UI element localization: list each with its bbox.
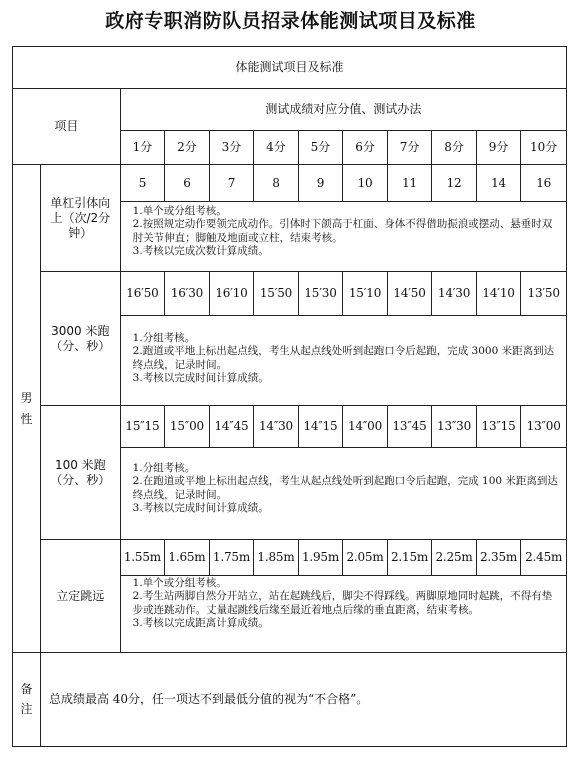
- value-cell: 1.95m: [298, 540, 343, 576]
- rules-cell: 1.分组考核。 2.在跑道或平地上标出起点线，考生从起点线处听到起跑口令后起跑，完成 100 米距离到达终点线，记录时间。 3.考核以完成时间计算成绩。: [120, 448, 566, 540]
- table-row: [13, 165, 567, 202]
- item-name: 100 米跑（分、秒）: [40, 406, 120, 540]
- value-cell: 15″00: [165, 406, 210, 448]
- value-cell: 14″30: [254, 406, 299, 448]
- value-cell: 14: [476, 165, 521, 202]
- gender-label: 男 性: [13, 165, 41, 653]
- value-cell: 14′30: [432, 272, 477, 316]
- item-name: 3000 米跑（分、秒）: [40, 272, 120, 406]
- value-cell: 13″30: [432, 406, 477, 448]
- value-cell: 13″45: [387, 406, 432, 448]
- rules-cell: 1.单个或分组考核。 2.按照规定动作要领完成动作。引体时下颌高于杠面、身体不得借助振浪或摆动、悬垂时双肘关节伸直；脚触及地面或立柱，结束考核。 3.考核以完成次数计算成绩。: [120, 202, 566, 272]
- table-row: [13, 540, 567, 576]
- value-cell: 1.75m: [209, 540, 254, 576]
- point-cell: 2分: [165, 131, 210, 165]
- value-cell: 1.85m: [254, 540, 299, 576]
- rules-cell: 1.分组考核。 2.跑道或平地上标出起点线，考生从起点线处听到起跑口令后起跑，完成 3000 米距离到达终点线，记录时间。 3.考核以完成时间计算成绩。: [120, 316, 566, 406]
- table-row: [13, 406, 567, 448]
- point-cell: 8分: [432, 131, 477, 165]
- header-row: [13, 89, 567, 131]
- table-row: [13, 272, 567, 316]
- remark-text: 总成绩最高 40分，任一项达不到最低分值的视为“不合格”。: [40, 653, 566, 747]
- remark-row: [13, 653, 567, 747]
- point-cell: 5分: [298, 131, 343, 165]
- document-title: 政府专职消防队员招录体能测试项目及标准: [105, 10, 476, 32]
- scores-header: 测试成绩对应分值、测试办法: [120, 89, 566, 131]
- value-cell: 2.25m: [432, 540, 477, 576]
- remark-label: 备 注: [13, 653, 41, 747]
- point-cell: 6分: [343, 131, 388, 165]
- point-cell: 7分: [387, 131, 432, 165]
- value-cell: 6: [165, 165, 210, 202]
- value-cell: 11: [387, 165, 432, 202]
- value-cell: 12: [432, 165, 477, 202]
- item-name: 单杠引体向上（次/2分钟）: [40, 165, 120, 272]
- value-cell: 2.45m: [521, 540, 567, 576]
- project-header: 项目: [13, 89, 121, 165]
- table-title: 体能测试项目及标准: [13, 47, 567, 89]
- value-cell: 13″00: [521, 406, 567, 448]
- value-cell: 15′30: [298, 272, 343, 316]
- value-cell: 14′50: [387, 272, 432, 316]
- value-cell: 2.35m: [476, 540, 521, 576]
- point-cell: 3分: [209, 131, 254, 165]
- fitness-standards-table: [12, 46, 567, 747]
- point-cell: 1分: [120, 131, 165, 165]
- value-cell: 2.05m: [343, 540, 388, 576]
- value-cell: 16′50: [120, 272, 165, 316]
- table-title-row: [13, 47, 567, 89]
- value-cell: 1.55m: [120, 540, 165, 576]
- value-cell: 16′30: [165, 272, 210, 316]
- value-cell: 5: [120, 165, 165, 202]
- value-cell: 14″00: [343, 406, 388, 448]
- value-cell: 15″15: [120, 406, 165, 448]
- value-cell: 10: [343, 165, 388, 202]
- point-cell: 4分: [254, 131, 299, 165]
- value-cell: 14″45: [209, 406, 254, 448]
- value-cell: 16′10: [209, 272, 254, 316]
- value-cell: 2.15m: [387, 540, 432, 576]
- value-cell: 14′10: [476, 272, 521, 316]
- value-cell: 14″15: [298, 406, 343, 448]
- value-cell: 1.65m: [165, 540, 210, 576]
- value-cell: 13″15: [476, 406, 521, 448]
- item-name: 立定跳远: [40, 540, 120, 653]
- rules-cell: 1.单个或分组考核。 2.考生站两脚自然分开站立，站在起跳线后，脚尖不得踩线。两脚原地同时起跳，不得有垫步或连跳动作。丈量起跳线后缘至最近着地点后缘的垂直距离，结束考核。 3.考核以完成距离计算成绩。: [120, 576, 566, 653]
- value-cell: 9: [298, 165, 343, 202]
- value-cell: 15′10: [343, 272, 388, 316]
- value-cell: 15′50: [254, 272, 299, 316]
- value-cell: 16: [521, 165, 567, 202]
- value-cell: 7: [209, 165, 254, 202]
- value-cell: 8: [254, 165, 299, 202]
- point-cell: 9分: [476, 131, 521, 165]
- point-cell: 10分: [521, 131, 567, 165]
- value-cell: 13′50: [521, 272, 567, 316]
